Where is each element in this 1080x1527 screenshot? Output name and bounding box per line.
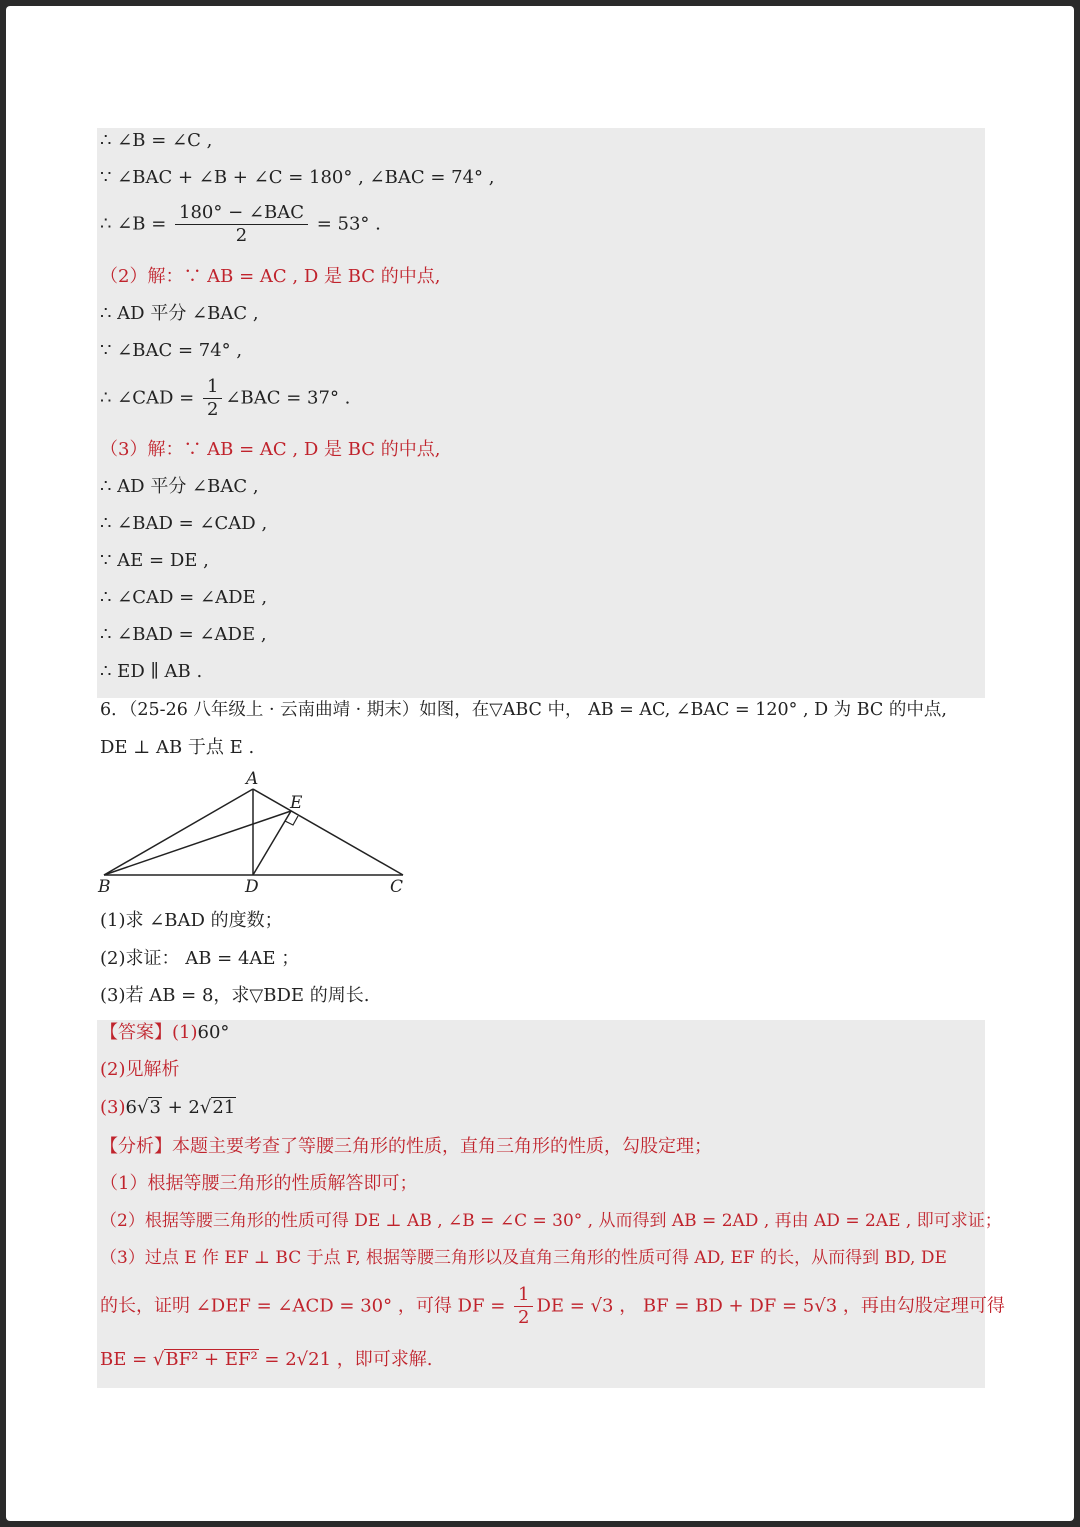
label-b: B [98,877,111,897]
fraction-suffix: = 53° . [310,213,381,235]
solution-line: ∴ ∠B = ∠C , [100,130,213,151]
solution-line: ∴ ∠BAD = ∠CAD , [100,513,268,534]
fraction [175,202,308,247]
analysis-part-1: （1）根据等腰三角形的性质解答即可； [100,1173,418,1194]
label-e: E [290,793,303,813]
answer-line-2: (2)见解析 [100,1059,180,1080]
analysis-line-1 [100,1135,712,1159]
problem-stem: 6．（25-26 八年级上 · 云南曲靖 · 期末）如图，在▽ABC 中， AB = AC, ∠BAC = 120° , D 为 BC 的中点, [100,700,947,720]
fraction-denominator: 2 [235,225,248,246]
solution-line: ∴ ∠CAD = ∠ADE , [100,587,268,608]
analysis-p5-prefix: BE = [100,1349,153,1370]
solution-line: ∵ ∠BAC + ∠B + ∠C = 180° , ∠BAC = 74° , [100,167,495,188]
analysis-part-2: （2）根据等腰三角形的性质可得 DE ⊥ AB , ∠B = ∠C = 30° , 从而得到 AB = 2AD , 再由 AD = 2AE , 即可求证； [100,1211,1002,1231]
fraction-prefix: ∴ ∠CAD = [100,387,200,409]
solution-line: ∵ AE = DE , [100,550,209,571]
solution-fraction-line [100,202,381,247]
solution-fraction-line [100,376,350,421]
answer-1-number: (1) [172,1022,198,1043]
fraction [203,376,222,421]
answer-1-value: 60° [197,1022,230,1043]
label-c: C [390,877,404,897]
fraction-denominator: 2 [206,399,219,420]
question-2: (2)求证： AB = 4AE ； [100,948,300,969]
answer-3-coefficient: 6 [125,1097,137,1118]
analysis-p4-rest: DE = √3 ， BF = BD + DF = 5√3 ，再由勾股定理可得 [536,1295,1005,1317]
answer-3-number: (3) [100,1097,126,1118]
analysis-tag: 【分析】 [100,1136,172,1157]
solution-line: ∴ ∠BAD = ∠ADE , [100,624,267,645]
solution-line: （2）解：∵ AB = AC , D 是 BC 的中点, [100,266,441,287]
solution-line: ∴ ED ∥ AB . [100,661,203,682]
answer-line-1 [100,1021,229,1045]
analysis-part-4 [100,1284,1005,1329]
solution-line: ∴ AD 平分 ∠BAC , [100,303,259,324]
analysis-intro: 本题主要考查了等腰三角形的性质，直角三角形的性质，勾股定理； [172,1136,712,1157]
analysis-part-5: BE = √BF² + EF² = 2√21 ，即可求解. [100,1349,433,1370]
analysis-p5-suffix: = 2√21 ，即可求解. [258,1349,433,1370]
answer-3-middle: + 2 [161,1097,200,1118]
solution-line: ∴ AD 平分 ∠BAC , [100,476,259,497]
problem-stem-cont: DE ⊥ AB 于点 E . [100,737,255,758]
side-ac [253,789,403,875]
solution-line: （3）解：∵ AB = AC , D 是 BC 的中点, [100,439,441,460]
fraction-numerator: 1 [203,376,222,399]
answer-line-3: (3)6√3 + 2√21 [100,1097,236,1118]
fraction [514,1284,533,1329]
label-d: D [245,877,259,897]
question-3: (3)若 AB = 8，求▽BDE 的周长. [100,985,370,1006]
answer-tag: 【答案】 [100,1022,172,1043]
triangle-figure [90,770,420,898]
answer-background [97,1020,985,1388]
analysis-p4-prefix: 的长，证明 ∠DEF = ∠ACD = 30° ，可得 DF = [100,1295,511,1317]
label-a: A [246,770,259,789]
radical-bf-ef: BF² + EF² [165,1349,258,1370]
fraction-denominator: 2 [518,1307,530,1328]
analysis-part-3: （3）过点 E 作 EF ⊥ BC 于点 F, 根据等腰三角形以及直角三角形的性质可得 AD, EF 的长，从而得到 BD, DE [100,1248,947,1268]
fraction-prefix: ∴ ∠B = [100,213,173,235]
solution-line: ∵ ∠BAC = 74° , [100,340,243,361]
radical-21: 21 [212,1097,236,1118]
fraction-numerator: 1 [514,1284,533,1307]
fraction-suffix: ∠BAC = 37° . [225,387,351,409]
question-1: (1)求 ∠BAD 的度数； [100,910,283,931]
radical-3: 3 [149,1097,161,1118]
fraction-numerator: 180° − ∠BAC [175,202,308,225]
